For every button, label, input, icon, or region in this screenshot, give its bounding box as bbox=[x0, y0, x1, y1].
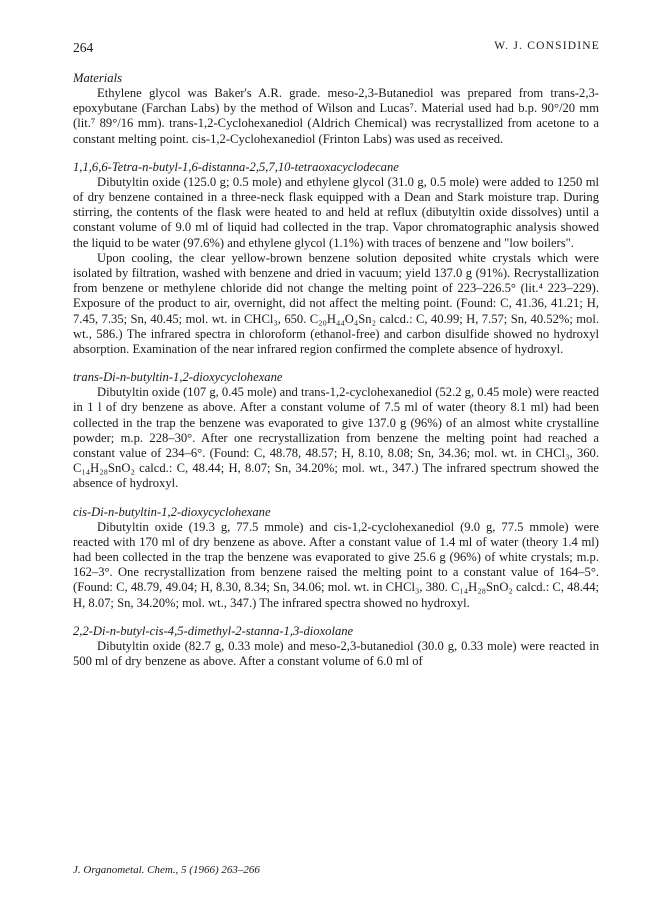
page-header bbox=[73, 40, 600, 56]
paragraph: Dibutyltin oxide (107 g, 0.45 mole) and trans-1,2-cyclohexanediol (52.2 g, 0.45 mole) were reacted in 1 l of dry benzene as above. After a constant volume of 7.5 ml of water (theory 8.1 ml) had been collected in the trap the benzene was evaporated to give 137.0 g (96%) of an almost white crystalline powder; m.p. 228–30°. After one recrystallization from benzene the melting point had reached a constant value of 234–6°. (Found: C, 48.78, 48.57; H, 8.10, 8.08; Sn, 34.36; mol. wt. in CHCl₃, 360. C₁₄H₂₈SnO₂ calcd.: C, 48.44; H, 8.07; Sn, 34.20%; mol. wt., 347.) The infrared spectrum showed the absence of hydroxyl. bbox=[73, 385, 599, 491]
paragraph: Ethylene glycol was Baker's A.R. grade. meso-2,3-Butanediol was prepared from trans-2,3-epoxybutane (Farchan Labs) by the method of Wilson and Lucas⁷. Material used had b.p. 90°/20 mm (lit.⁷ 89°/16 mm). trans-1,2-Cyclohexanediol (Aldrich Chemical) was recrystallized from acetone to a constant melting point. cis-1,2-Cyclohexanediol (Frinton Labs) was used as received. bbox=[73, 86, 599, 146]
paragraph: Dibutyltin oxide (125.0 g; 0.5 mole) and ethylene glycol (31.0 g, 0.5 mole) were added to 1250 ml of dry benzene contained in a three-neck flask equipped with a Dean and Stark moisture trap. During stirring, the contents of the flask were heated to and held at reflux (dibutyltin oxide dissolves) until a constant volume of 9.0 ml of liquid had collected in the trap. Vapor chromatographic analysis showed the liquid to be water (97.6%) and ethylene glycol (1.1%) with traces of benzene and "low boilers". bbox=[73, 174, 599, 250]
section-heading: cis-Di-n-butyltin-1,2-dioxycyclohexane bbox=[73, 504, 271, 519]
section-heading: 1,1,6,6-Tetra-n-butyl-1,6-distanna-2,5,7,10-tetraoxacyclodecane bbox=[73, 159, 399, 174]
article-body bbox=[73, 71, 599, 669]
section-cis-dioxycyclohexane bbox=[73, 505, 599, 611]
section-heading: trans-Di-n-butyltin-1,2-dioxycyclohexane bbox=[73, 370, 283, 385]
paragraph: Dibutyltin oxide (82.7 g, 0.33 mole) and meso-2,3-butanediol (30.0 g, 0.33 mole) were reacted in 500 ml of dry benzene as above. After a constant volume of 6.0 ml of bbox=[73, 638, 599, 669]
section-heading: Materials bbox=[73, 71, 122, 85]
section-dioxolane bbox=[73, 624, 599, 669]
paragraph: Dibutyltin oxide (19.3 g, 77.5 mmole) and cis-1,2-cyclohexanediol (9.0 g, 77.5 mmole) were reacted with 170 ml of dry benzene as above. After a constant value of 1.4 ml of water (theory 1.4 ml) had been collected in the trap the benzene was evaporated to give 25.6 g (96%) of white crystals; m.p. 162–3°. One recrystallization from benzene raised the melting point to a constant value of 164–5°. (Found: C, 48.79, 49.04; H, 8.30, 8.34; Sn, 34.06; mol. wt. in CHCl₃, 380. C₁₄H₂₈SnO₂ calcd.: C, 48.44; H, 8.07; Sn, 34.20%; mol. wt., 347.) The infrared spectra showed no hydroxyl. bbox=[73, 519, 599, 610]
running-head: W. J. CONSIDINE bbox=[494, 40, 600, 52]
page-number: 264 bbox=[73, 40, 94, 55]
section-heading: 2,2-Di-n-butyl-cis-4,5-dimethyl-2-stanna-1,3-dioxolane bbox=[73, 623, 354, 638]
journal-citation: J. Organometal. Chem., 5 (1966) 263–266 bbox=[73, 864, 260, 876]
section-tetrabutyl-distanna bbox=[73, 160, 599, 357]
paragraph: Upon cooling, the clear yellow-brown benzene solution deposited white crystals which were isolated by filtration, washed with benzene and dried in vacuum; yield 137.0 g (91%). Recrystallization from benzene or methylene chloride did not change the melting point of 223–226.5° (lit.⁴ 223–229). Exposure of the product to air, overnight, did not affect the melting point. (Found: C, 41.36, 41.21; H, 7.45, 7.35; Sn, 40.45; mol. wt. in CHCl₃, 650. C₂₀H₄₄O₄Sn₂ calcd.: C, 40.99; H, 7.57; Sn, 40.52%; mol. wt., 586.) The infrared spectra in chloroform (ethanol-free) and carbon disulfide showed no hydroxyl absorption. Examination of the near infrared region confirmed the complete absence of hydroxyl. bbox=[73, 250, 599, 357]
section-trans-dioxycyclohexane bbox=[73, 370, 599, 491]
section-materials bbox=[73, 71, 599, 147]
